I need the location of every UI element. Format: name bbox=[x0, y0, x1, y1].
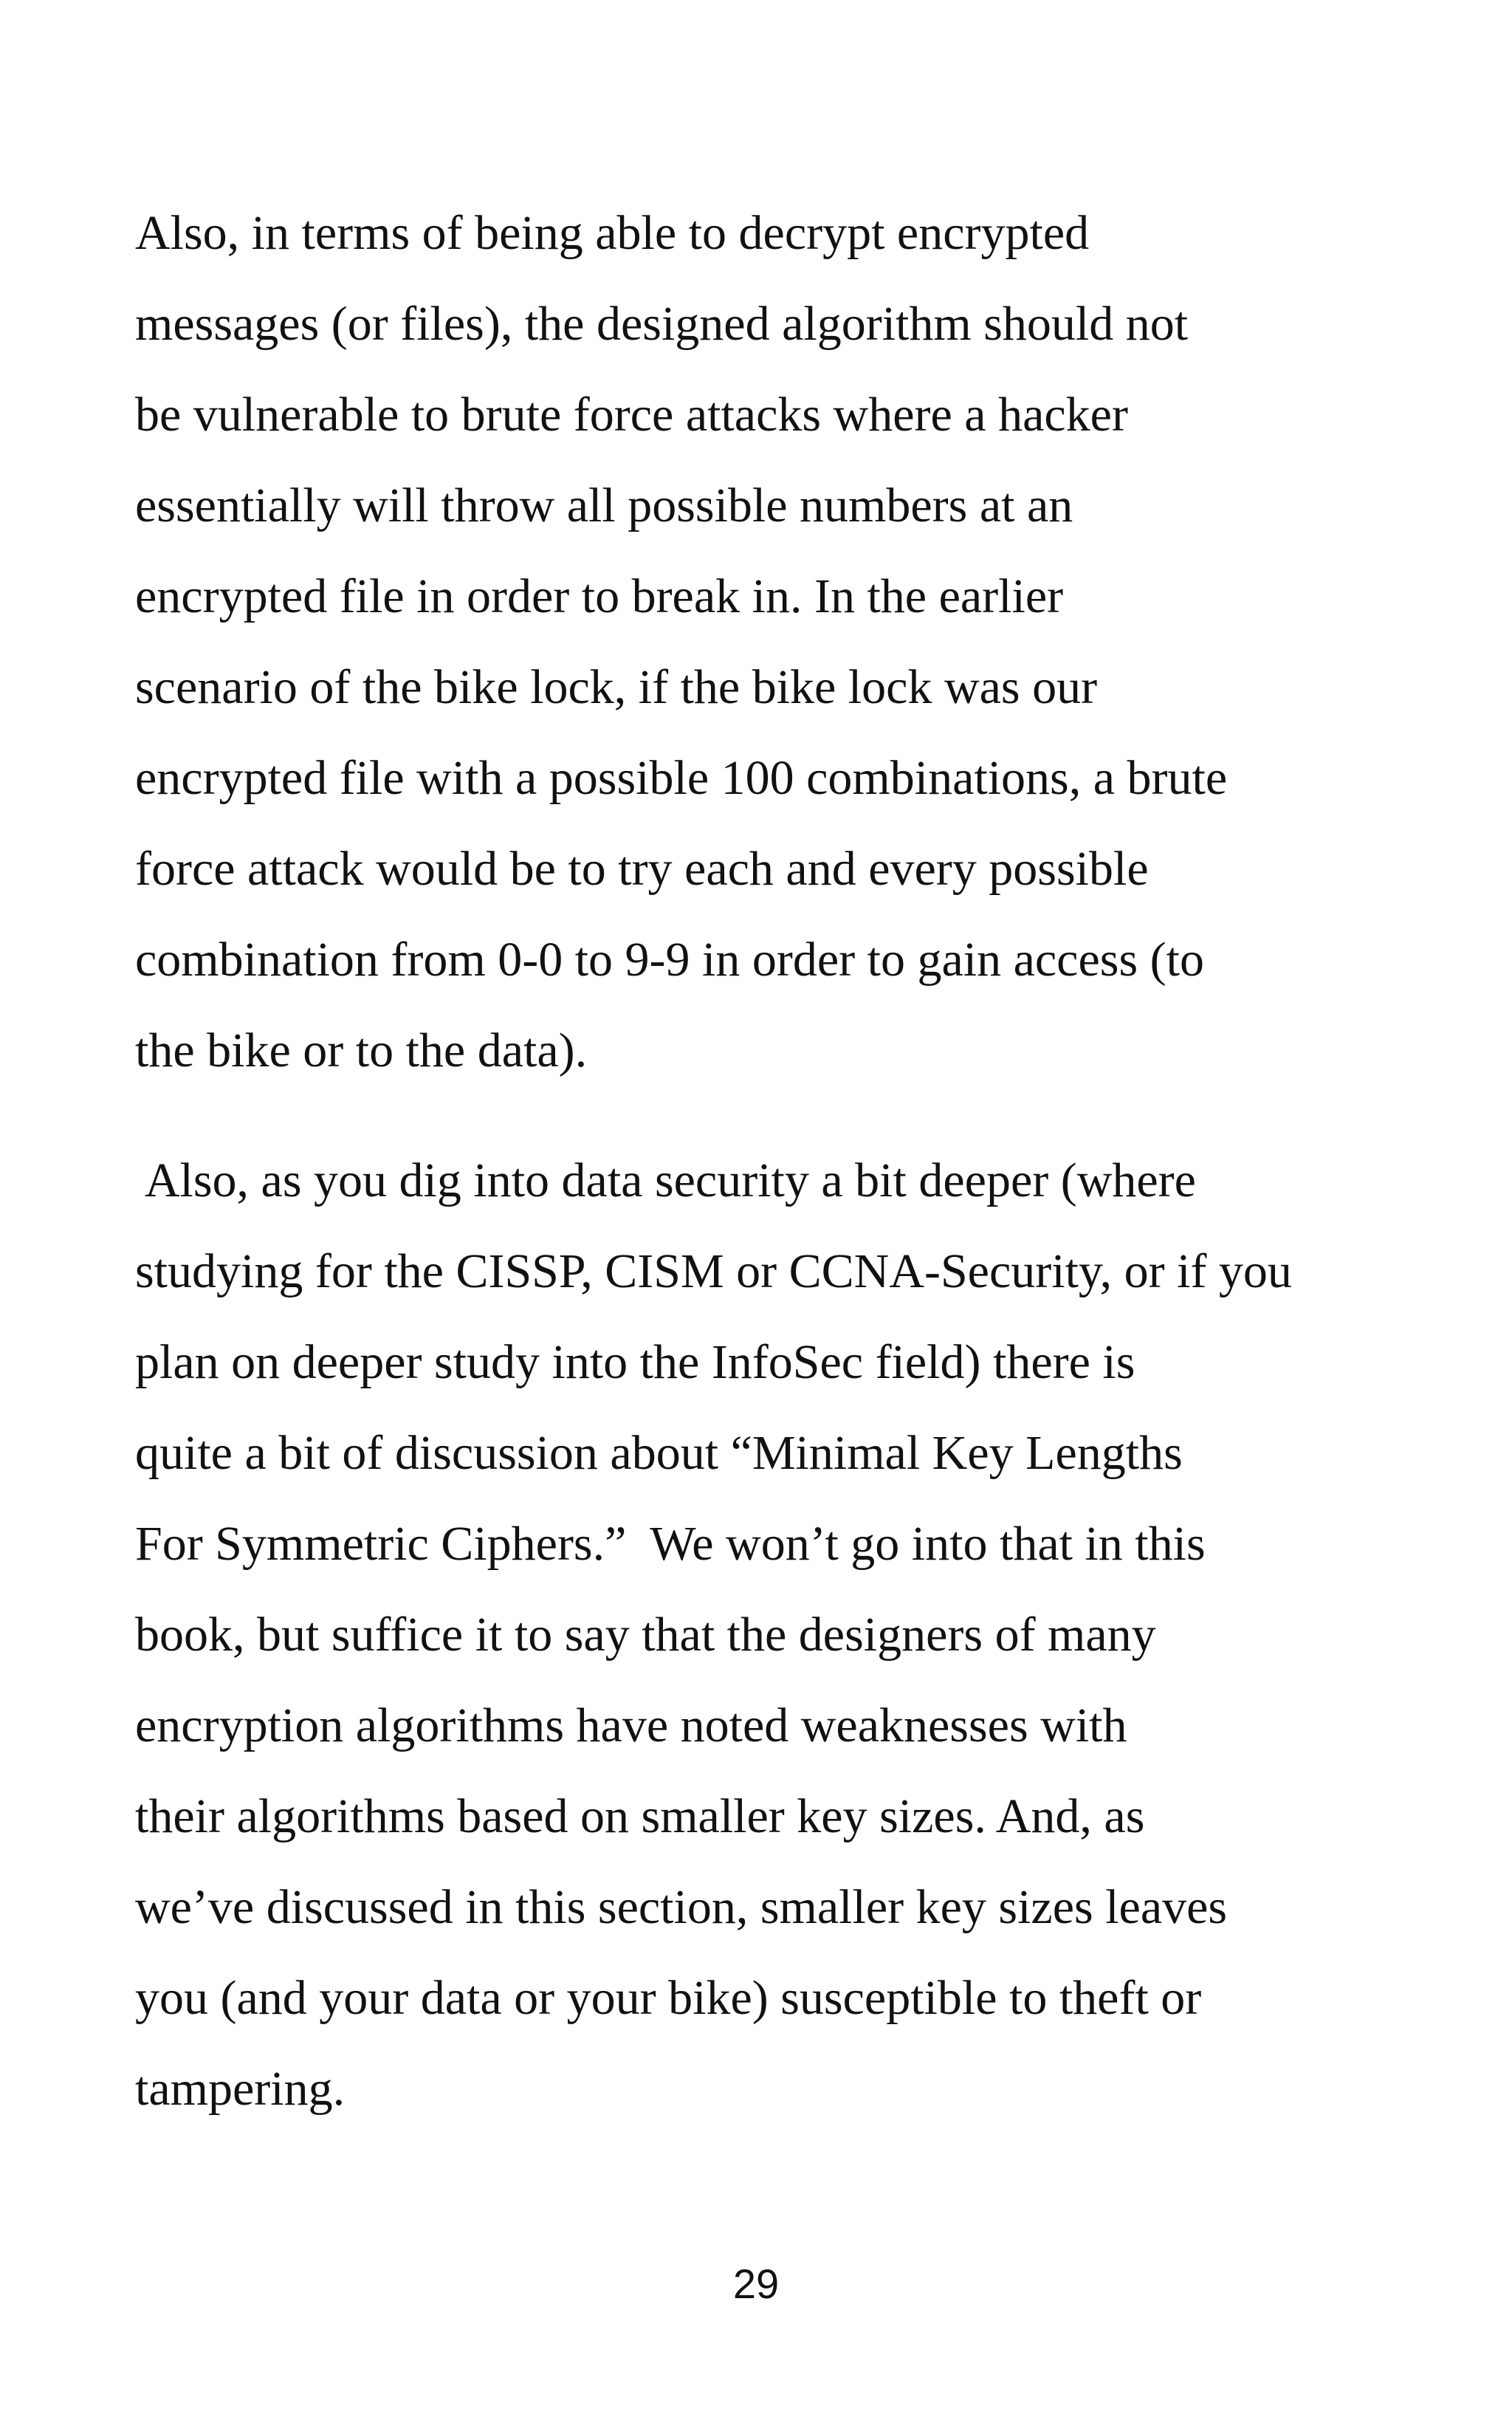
text-line: messages (or files), the designed algorithm should not bbox=[135, 297, 1189, 351]
text-line: scenario of the bike lock, if the bike lock was our bbox=[135, 660, 1098, 714]
text-line: quite a bit of discussion about “Minimal Key Lengths bbox=[135, 1426, 1183, 1480]
text-line: force attack would be to try each and every possible bbox=[135, 842, 1149, 896]
text-line: encryption algorithms have noted weaknesses with bbox=[135, 1699, 1127, 1752]
text-line: combination from 0-0 to 9-9 in order to gain access (to bbox=[135, 933, 1204, 987]
text-line: you (and your data or your bike) susceptible to theft or bbox=[135, 1971, 1202, 2025]
paragraph-brute-force bbox=[135, 188, 1390, 1096]
text-line: For Symmetric Ciphers.” We won’t go into that in this bbox=[135, 1517, 1206, 1571]
paragraph-key-lengths bbox=[135, 1135, 1390, 2134]
text-line: the bike or to the data). bbox=[135, 1024, 588, 1077]
text-line: encrypted file with a possible 100 combinations, a brute bbox=[135, 751, 1228, 805]
text-line: their algorithms based on smaller key sizes. And, as bbox=[135, 1789, 1145, 1843]
text-line: Also, in terms of being able to decrypt encrypted bbox=[135, 206, 1090, 260]
text-line: be vulnerable to brute force attacks where a hacker bbox=[135, 388, 1128, 442]
text-line: tampering. bbox=[135, 2062, 346, 2116]
text-line: we’ve discussed in this section, smaller key sizes leaves bbox=[135, 1880, 1228, 1934]
text-line: essentially will throw all possible numbers at an bbox=[135, 479, 1073, 532]
page-number: 29 bbox=[732, 2260, 780, 2307]
text-line: plan on deeper study into the InfoSec field) there is bbox=[135, 1335, 1135, 1389]
text-line: book, but suffice it to say that the designers of many bbox=[135, 1608, 1156, 1662]
text-line: encrypted file in order to break in. In the earlier bbox=[135, 569, 1064, 623]
text-line: Also, as you dig into data security a bit deeper (where bbox=[135, 1154, 1196, 1207]
text-line: studying for the CISSP, CISM or CCNA-Security, or if you bbox=[135, 1244, 1292, 1298]
